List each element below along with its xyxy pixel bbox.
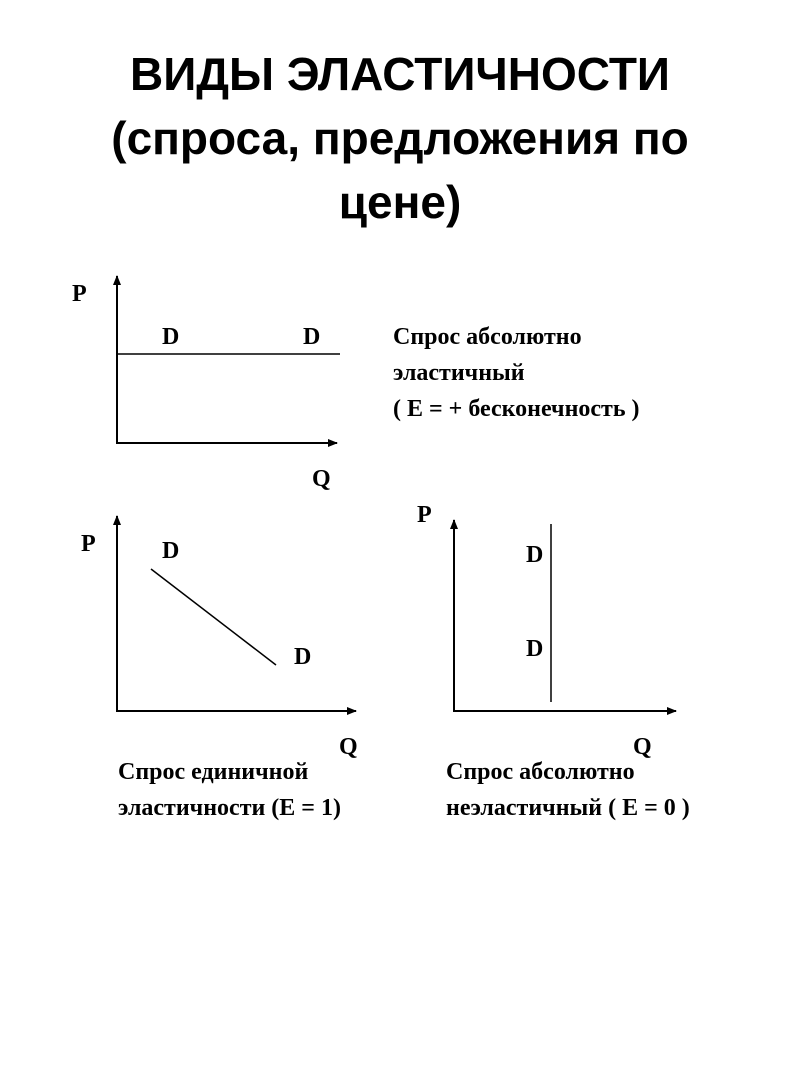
diagram-elastic-demand-label-right: D (303, 324, 321, 350)
diagram-inelastic-caption-line-1: Спрос абсолютно (446, 759, 635, 785)
diagram-elastic-caption-line-3: ( Е = + бесконечность ) (393, 396, 640, 422)
diagram-unit-demand-line (151, 569, 276, 665)
diagram-unit-demand-label-top: D (162, 538, 180, 564)
diagram-inelastic-demand-label-bottom: D (526, 636, 544, 662)
diagram-unit-axis-q-label: Q (339, 734, 358, 760)
diagram-inelastic-caption-line-2: неэластичный ( Е = 0 ) (446, 795, 690, 821)
diagram-elastic-demand-label-left: D (162, 324, 180, 350)
diagram-inelastic-axis-p-label: P (417, 502, 432, 528)
diagram-inelastic-axis-q-label: Q (633, 734, 652, 760)
diagram-elastic-caption-line-1: Спрос абсолютно (393, 324, 582, 350)
diagram-unit-caption-line-2: эластичности (Е = 1) (118, 795, 341, 821)
diagram-unit (116, 516, 356, 711)
diagram-elastic (116, 276, 340, 443)
diagram-unit-caption (118, 754, 341, 826)
diagram-inelastic (453, 520, 676, 711)
diagram-unit-demand-label-bottom: D (294, 644, 312, 670)
title-line-1: ВИДЫ ЭЛАСТИЧНОСТИ (130, 48, 670, 100)
diagram-inelastic-demand-label-top: D (526, 542, 544, 568)
diagram-elastic-axis-p-label: P (72, 281, 87, 307)
title-line-2: (спроса, предложения по (111, 112, 689, 164)
diagram-unit-axis-p-label: P (81, 531, 96, 557)
diagram-elastic-caption-line-2: эластичный (393, 360, 525, 386)
diagram-unit-caption-line-1: Спрос единичной (118, 759, 309, 785)
diagram-elastic-axis-q-label: Q (312, 466, 331, 492)
diagram-inelastic-caption (446, 754, 690, 826)
title-line-3: цене) (338, 176, 462, 228)
diagram-elastic-caption (393, 319, 640, 427)
